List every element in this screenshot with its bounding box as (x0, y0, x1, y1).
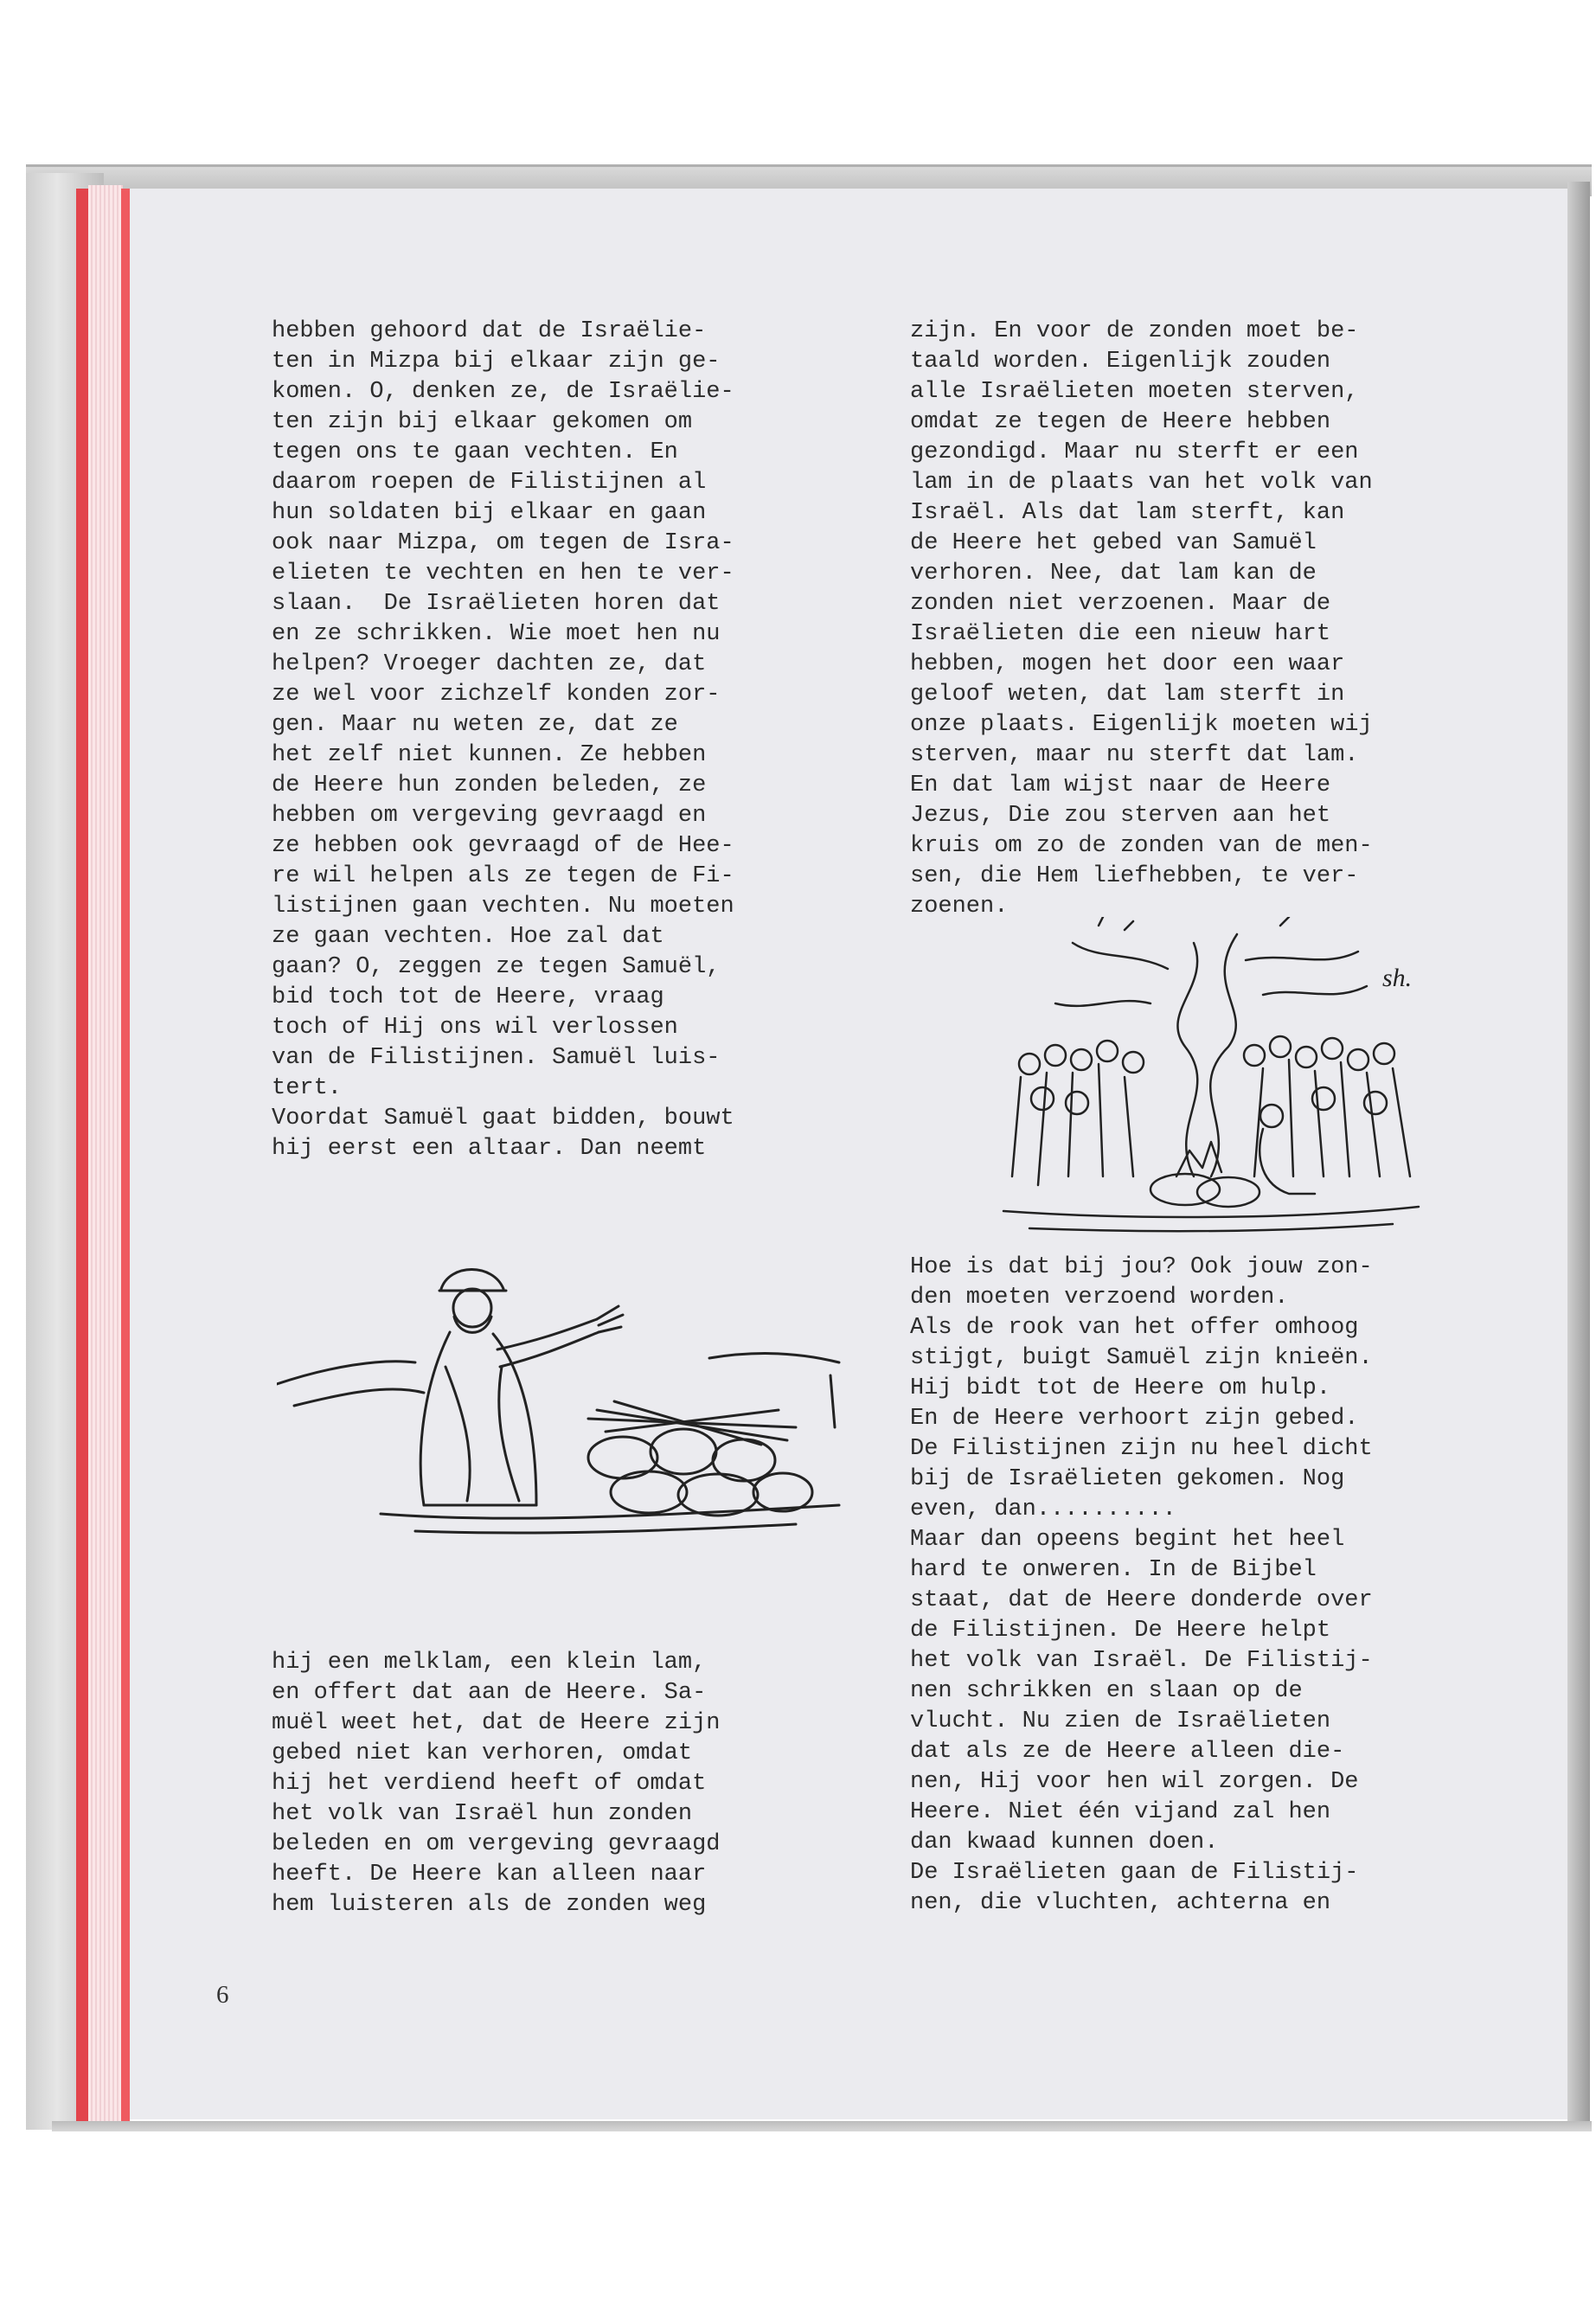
text-line: re wil helpen als ze tegen de Fi- (272, 863, 734, 889)
text-line: sen, die Hem liefhebben, te ver- (910, 863, 1359, 889)
text-line: En de Heere verhoort zijn gebed. (910, 1406, 1359, 1432)
text-line: daarom roepen de Filistijnen al (272, 470, 707, 496)
text-line: De Israëlieten gaan de Filistij- (910, 1860, 1359, 1886)
text-line: Jezus, Die zou sterven aan het (910, 803, 1331, 829)
red-page-edge-inner (121, 189, 130, 2123)
text-line: Israël. Als dat lam sterft, kan (910, 500, 1345, 526)
text-line: hij eerst een altaar. Dan neemt (272, 1136, 707, 1162)
text-line: staat, dat de Heere donderde over (910, 1587, 1373, 1613)
text-line: heeft. De Heere kan alleen naar (272, 1862, 707, 1888)
text-line: lam in de plaats van het volk van (910, 470, 1373, 496)
text-line: taald worden. Eigenlijk zouden (910, 349, 1331, 375)
page-bottom-edge (52, 2121, 1592, 2131)
text-line: ten zijn bij elkaar gekomen om (272, 409, 693, 435)
text-line: dan kwaad kunnen doen. (910, 1830, 1219, 1856)
red-page-edge (76, 189, 88, 2125)
page-number: 6 (216, 1981, 229, 2009)
text-line: gen. Maar nu weten ze, dat ze (272, 712, 678, 738)
left-column-bottom-text (272, 1648, 720, 1920)
text-line: De Filistijnen zijn nu heel dicht (910, 1436, 1373, 1462)
text-line: de Filistijnen. De Heere helpt (910, 1618, 1331, 1644)
text-line: ze wel voor zichzelf konden zor- (272, 682, 721, 708)
crowd-sacrifice-illustration (995, 917, 1427, 1237)
text-line: ze hebben ook gevraagd of de Hee- (272, 833, 734, 859)
text-line: hebben gehoord dat de Israëlie- (272, 318, 707, 344)
text-line: verhoren. Nee, dat lam kan de (910, 561, 1317, 586)
text-line: zijn. En voor de zonden moet be- (910, 318, 1359, 344)
text-line: het zelf niet kunnen. Ze hebben (272, 742, 707, 768)
text-line: omdat ze tegen de Heere hebben (910, 409, 1331, 435)
text-line: sterven, maar nu sterft dat lam. (910, 742, 1359, 768)
text-line: bij de Israëlieten gekomen. Nog (910, 1466, 1345, 1492)
text-line: en ze schrikken. Wie moet hen nu (272, 621, 721, 647)
text-line: onze plaats. Eigenlijk moeten wij (910, 712, 1373, 738)
text-line: Heere. Niet één vijand zal hen (910, 1799, 1331, 1825)
text-line: zoenen. (910, 894, 1009, 920)
text-line: beleden en om vergeving gevraagd (272, 1831, 721, 1857)
illustrator-signature: sh. (1382, 964, 1413, 992)
text-line: ook naar Mizpa, om tegen de Isra- (272, 530, 734, 556)
text-line: Maar dan opeens begint het heel (910, 1527, 1345, 1553)
text-line: hebben om vergeving gevraagd en (272, 803, 707, 829)
text-line: hebben, mogen het door een waar (910, 651, 1345, 677)
left-column-top-text (272, 317, 734, 1164)
text-line: hem luisteren als de zonden weg (272, 1892, 707, 1918)
text-line: even, dan.......... (910, 1497, 1176, 1522)
text-line: de Heere hun zonden beleden, ze (272, 772, 707, 798)
text-line: Hij bidt tot de Heere om hulp. (910, 1375, 1331, 1401)
text-line: geloof weten, dat lam sterft in (910, 682, 1345, 708)
text-line: de Heere het gebed van Samuël (910, 530, 1317, 556)
text-line: slaan. De Israëlieten horen dat (272, 591, 721, 617)
text-line: hij een melklam, een klein lam, (272, 1650, 707, 1676)
page-right-edge (1567, 182, 1590, 2128)
text-line: van de Filistijnen. Samuël luis- (272, 1045, 721, 1071)
text-line: Israëlieten die een nieuw hart (910, 621, 1331, 647)
kneeling-prophet-illustration (277, 1254, 848, 1540)
text-line: het volk van Israël. De Filistij- (910, 1648, 1373, 1674)
text-line: den moeten verzoend worden. (910, 1285, 1289, 1311)
text-line: listijnen gaan vechten. Nu moeten (272, 894, 734, 920)
text-line: het volk van Israël hun zonden (272, 1801, 693, 1827)
text-line: hun soldaten bij elkaar en gaan (272, 500, 707, 526)
text-line: helpen? Vroeger dachten ze, dat (272, 651, 707, 677)
text-line: vlucht. Nu zien de Israëlieten (910, 1708, 1331, 1734)
text-line: nen schrikken en slaan op de (910, 1678, 1303, 1704)
text-line: en offert dat aan de Heere. Sa- (272, 1680, 707, 1706)
text-line: stijgt, buigt Samuël zijn knieën. (910, 1345, 1373, 1371)
text-line: nen, Hij voor hen wil zorgen. De (910, 1769, 1359, 1795)
text-line: ze gaan vechten. Hoe zal dat (272, 924, 664, 950)
text-line: dat als ze de Heere alleen die- (910, 1739, 1345, 1765)
text-line: Hoe is dat bij jou? Ook jouw zon- (910, 1254, 1373, 1280)
text-line: elieten te vechten en hen te ver- (272, 561, 734, 586)
text-line: gebed niet kan verhoren, omdat (272, 1740, 693, 1766)
text-line: muël weet het, dat de Heere zijn (272, 1710, 721, 1736)
right-column-bottom-text (910, 1253, 1373, 1919)
text-line: bid toch tot de Heere, vraag (272, 984, 664, 1010)
text-line: tert. (272, 1075, 343, 1101)
text-line: En dat lam wijst naar de Heere (910, 772, 1331, 798)
text-line: Als de rook van het offer omhoog (910, 1315, 1359, 1341)
text-line: nen, die vluchten, achterna en (910, 1890, 1331, 1916)
text-line: toch of Hij ons wil verlossen (272, 1015, 678, 1041)
text-line: hard te onweren. In de Bijbel (910, 1557, 1317, 1583)
text-line: kruis om zo de zonden van de men- (910, 833, 1373, 859)
text-line: zonden niet verzoenen. Maar de (910, 591, 1331, 617)
text-line: alle Israëlieten moeten sterven, (910, 379, 1359, 405)
text-line: komen. O, denken ze, de Israëlie- (272, 379, 734, 405)
right-column-top-text (910, 317, 1373, 922)
text-line: Voordat Samuël gaat bidden, bouwt (272, 1106, 734, 1131)
text-line: gezondigd. Maar nu sterft er een (910, 439, 1359, 465)
text-line: gaan? O, zeggen ze tegen Samuël, (272, 954, 721, 980)
page-stack-edge (88, 185, 123, 2123)
text-line: tegen ons te gaan vechten. En (272, 439, 678, 465)
text-line: hij het verdiend heeft of omdat (272, 1771, 707, 1797)
text-line: ten in Mizpa bij elkaar zijn ge- (272, 349, 721, 375)
